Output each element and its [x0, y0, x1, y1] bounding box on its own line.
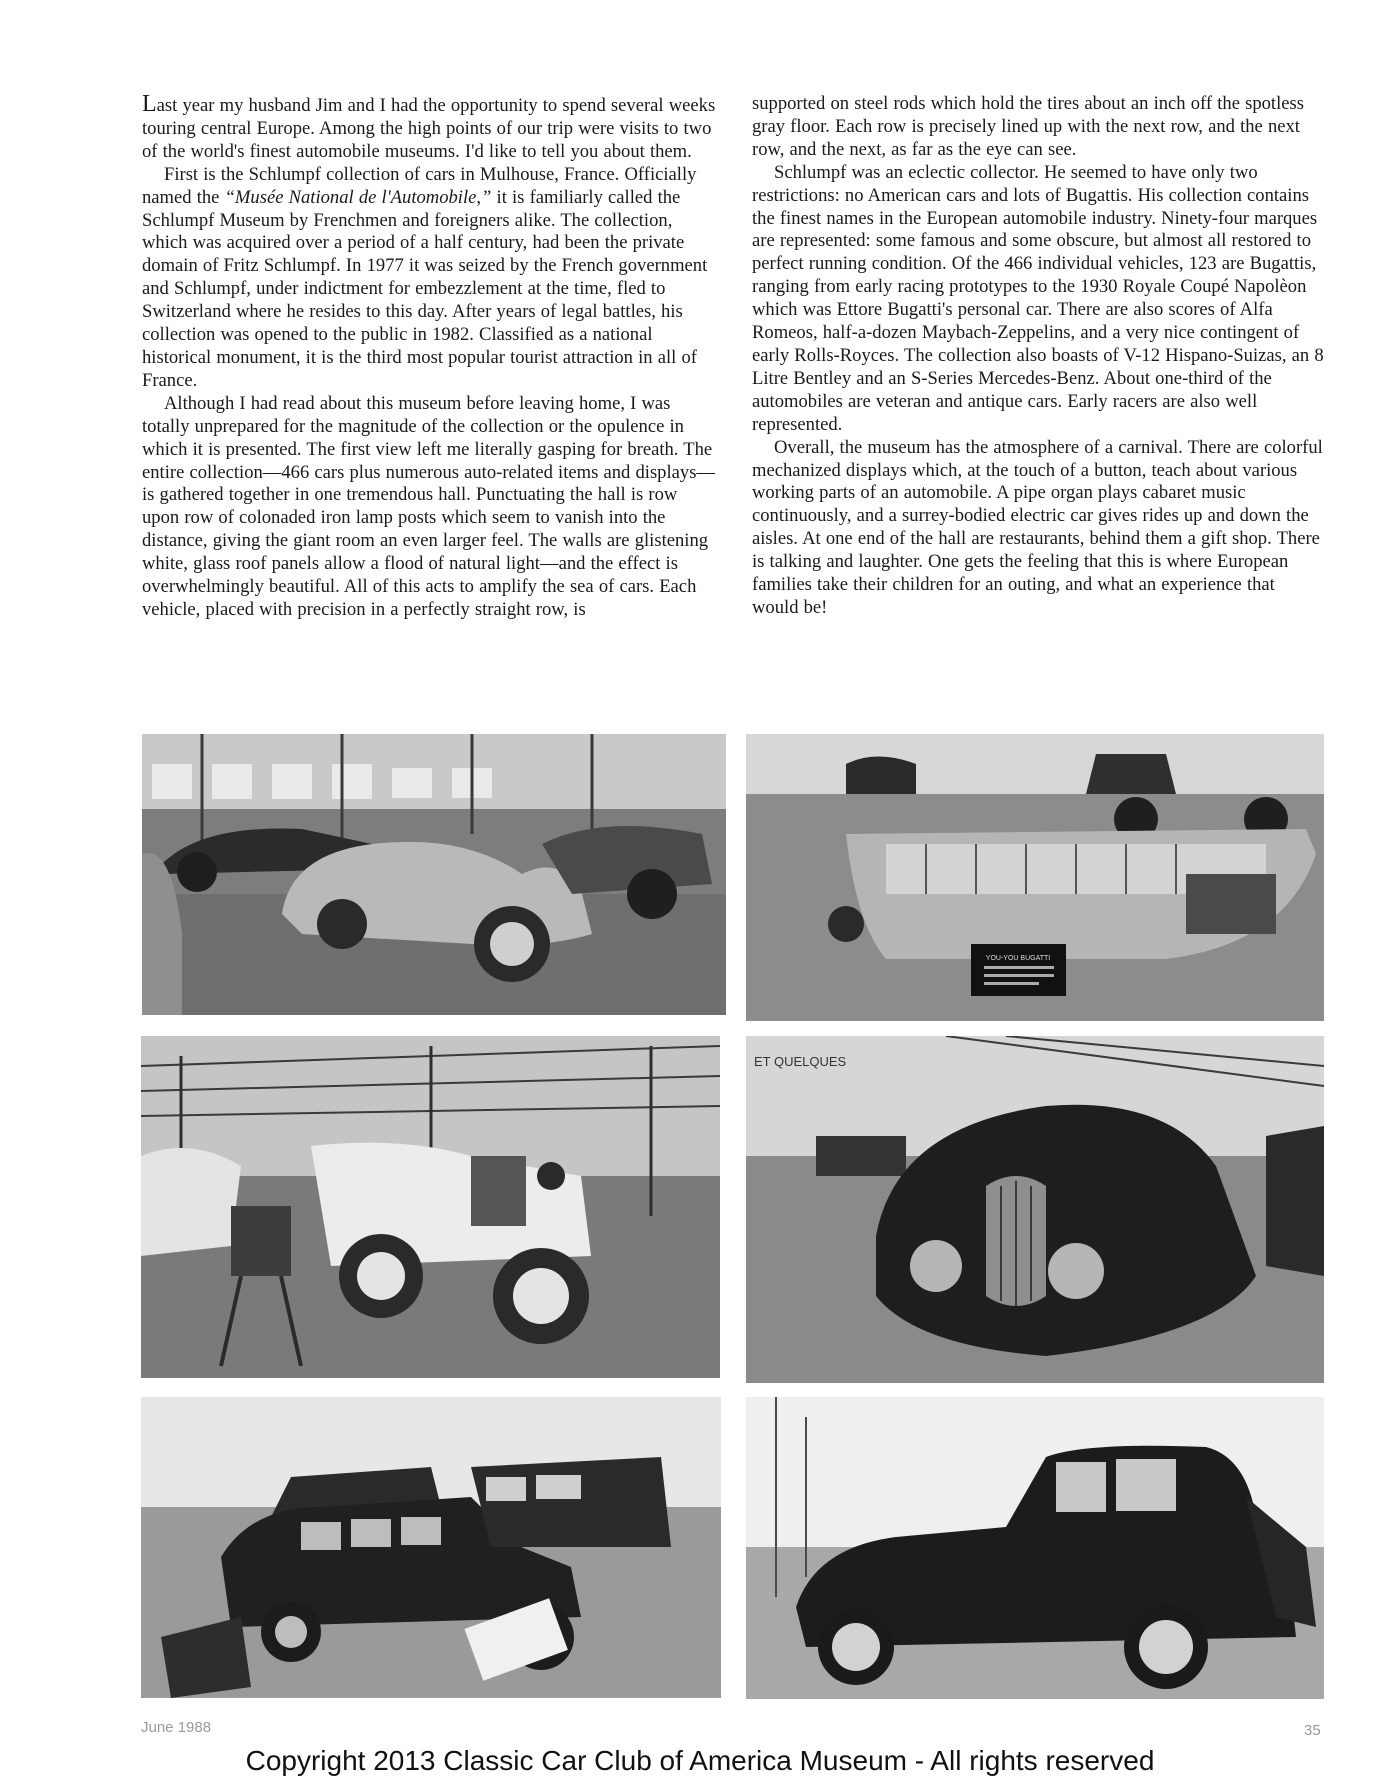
photo-boat-bugatti [746, 734, 1324, 1021]
paragraph-collector: Schlumpf was an eclectic collector. He seemed to have only two restrictions: no American cars and lots of Bugattis. His collection contains the finest names in the European automobile industry. Ninety-four marques are represented: some famous and some obscure, but almost all restored to perfect running condition. Of the 466 individual vehicles, 123 are Bugattis, ranging from early racing prototypes to the 1930 Royale Coupé Napolèon which was Ettore Bugatti's personal car. There are also scores of Alfa Romeos, half-a-dozen Maybach-Zeppelins, and a very nice contingent of early Rolls-Royces. The collection also boasts of V-12 Hispano-Suizas, an 8 Litre Bentley and an S-Series Mercedes-Benz. About one-third of the automobiles are veteran and antique cars. Early racers are also well represented. [752, 161, 1324, 435]
wall-sign-text: ET QUELQUES [754, 1054, 847, 1069]
copyright-notice: Copyright 2013 Classic Car Club of America Museum - All rights reserved [245, 1745, 1155, 1776]
museum-official-name: “Musée National de l'Automobile,” [224, 186, 492, 208]
paragraph-intro [142, 93, 716, 164]
photo-royale-coupe [746, 1397, 1324, 1699]
paragraph-intro-text: ast year my husband Jim and I had the opportunity to spend several weeks touring central Europe. Among the high points of our trip were visits to two of the world's finest automobile museums. I'd like to tell you about them. [142, 95, 716, 162]
paragraph-continuation: supported on steel rods which hold the tires about an inch off the spotless gray floor. Each row is precisely lined up with the next row, and the next row, and the next, as far as the eye can see. [752, 93, 1304, 160]
paragraph-schlumpf-text-b: it is familiarly called the Schlumpf Museum by Frenchmen and foreigners alike. The collection, which was acquired over a period of a half century, had been the private domain of Fritz Schlumpf. In 1977 it was seized by the French government and Schlumpf, under indictment for embezzlement at the time, fled to Switzerland where he resides to this day. After years of legal battles, his collection was opened to the public in 1982. Classified as a national historical monument, it is the third most popular tourist attraction in all of France. [142, 186, 708, 391]
drop-cap: L [142, 91, 157, 117]
page-number: 35 [1304, 1722, 1321, 1739]
footer-date: June 1988 [141, 1719, 212, 1736]
paragraph-schlumpf-text-a: First is the Schlumpf collection of cars in Mulhouse, France. Officially named the [142, 163, 697, 208]
photo-white-mercedes [141, 1036, 720, 1378]
photo-black-sedans [141, 1397, 721, 1698]
article-right-column [752, 93, 1326, 620]
paragraph-first-view: Although I had read about this museum before leaving home, I was totally unprepared for the magnitude of the collection or the opulence in which it is presented. The first view left me literally gasping for breath. The entire collection—466 cars plus numerous auto-related items and displays—is gathered together in one tremendous hall. Punctuating the hall is row upon row of colonaded iron lamp posts which seem to vanish into the distance, giving the giant room an even larger feel. The walls are glistening white, glass roof panels allow a flood of natural light—and the effect is overwhelmingly beautiful. All of this acts to amplify the sea of cars. Each vehicle, placed with precision in a perfectly straight row, is [142, 392, 716, 620]
boat-sign-text: YOU-YOU BUGATTI [985, 955, 1051, 962]
article-left-column [142, 93, 716, 622]
photo-roadster-hall [142, 734, 726, 1015]
photo-bugatti-front [746, 1036, 1324, 1383]
paragraph-schlumpf [142, 164, 716, 393]
paragraph-atmosphere: Overall, the museum has the atmosphere of a carnival. There are colorful mechanized displays which, at the touch of a button, teach about various working parts of an automobile. A pipe organ plays cabaret music continuously, and a surrey-bodied electric car gives rides up and down the aisles. At one end of the hall are restaurants, behind them a gift shop. There is talking and laughter. One gets the feeling that this is where European families take their children for an outing, and what an experience that would be! [752, 436, 1323, 618]
